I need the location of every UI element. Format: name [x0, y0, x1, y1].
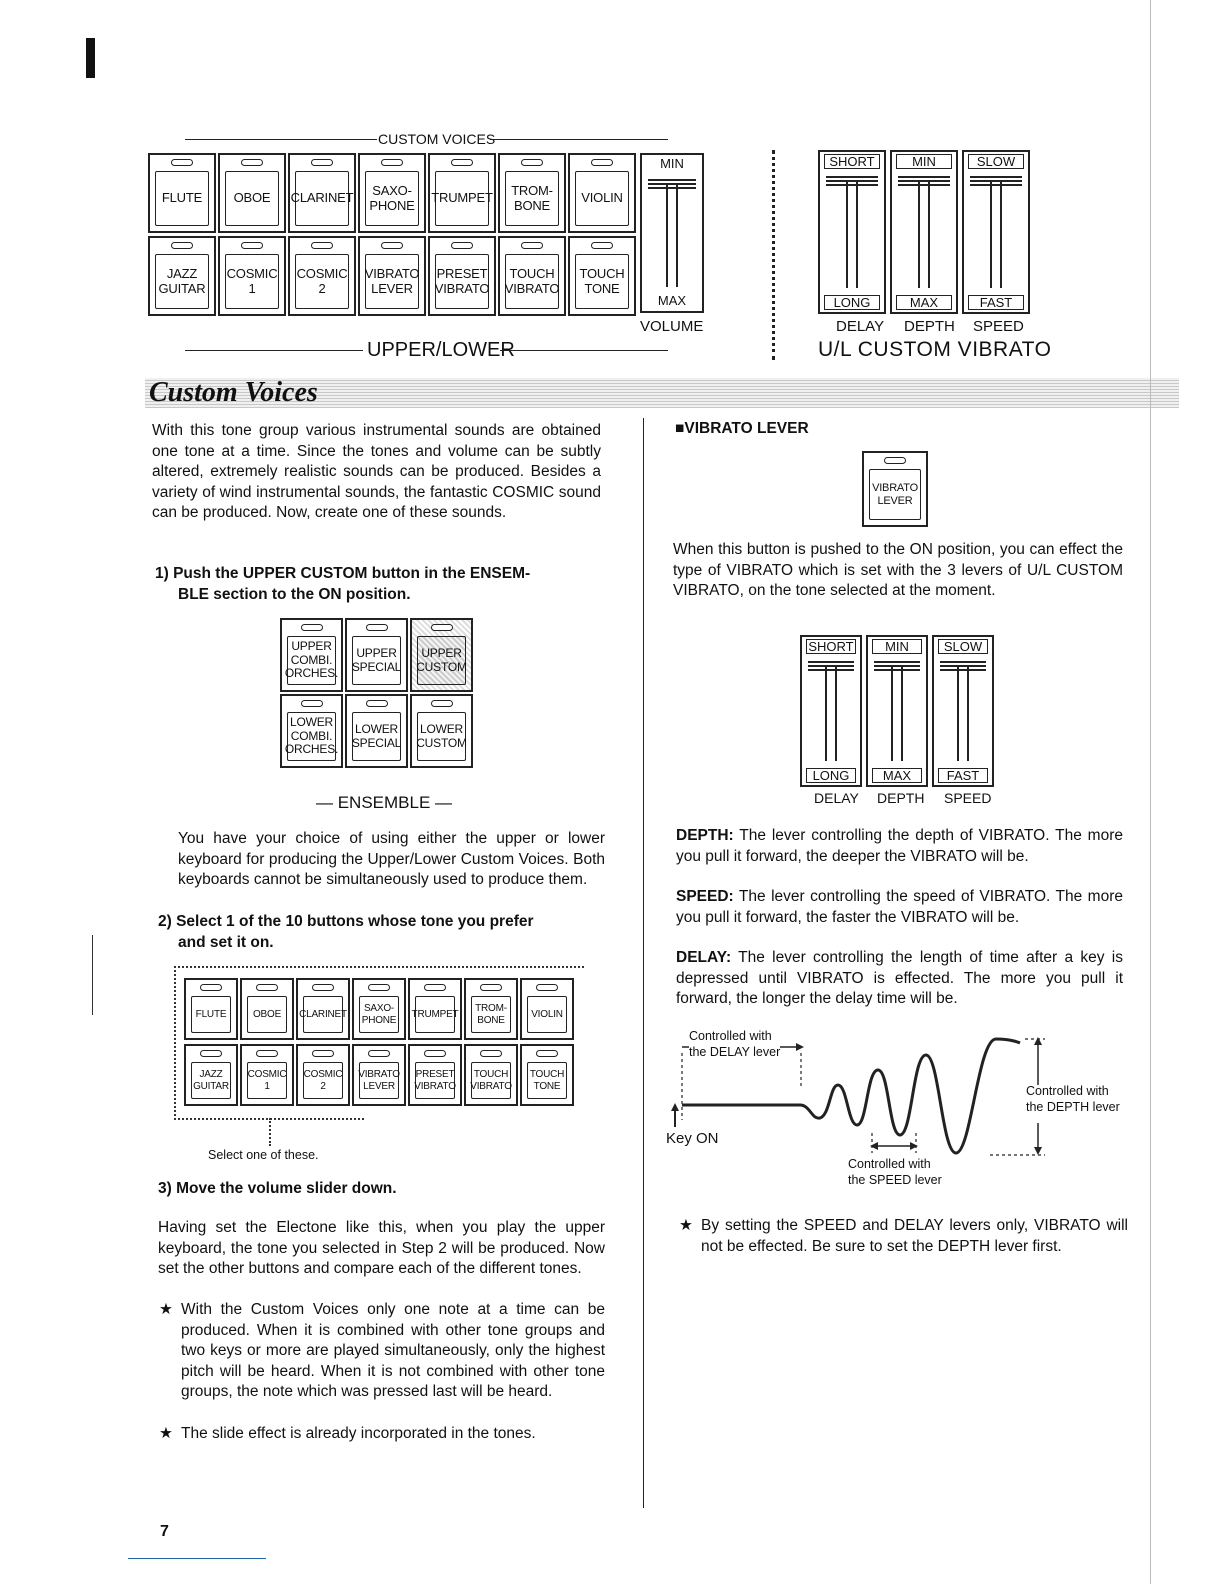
vibrato-levers [800, 635, 994, 787]
button-label: JAZZ GUITAR [191, 1062, 231, 1099]
indicator-lamp [521, 159, 543, 166]
upper-custom-button[interactable] [410, 618, 473, 692]
lever-min-max[interactable] [866, 635, 928, 787]
custom-vibrato-title: U/L CUSTOM VIBRATO [818, 338, 1052, 361]
delay-description [676, 948, 1123, 1010]
step3-heading: 3) Move the volume slider down. [158, 1180, 397, 1197]
lever-bottom-label: MAX [896, 295, 952, 310]
button-label: UPPER COMBI. ORCHES. [287, 636, 336, 685]
lever-top-label: SHORT [806, 639, 856, 654]
indicator-lamp [241, 242, 263, 249]
button-label: TROM- BONE [471, 996, 511, 1033]
oboe-button[interactable] [240, 978, 294, 1040]
jazz-guitar-button[interactable] [184, 1044, 238, 1106]
lever-bottom-label: FAST [938, 768, 988, 783]
indicator-lamp [200, 1050, 222, 1057]
delay-text: The lever controlling the length of time after a key is depressed until VIBRATO is effected. The more you pull it forward, the longer the delay time will be. [676, 949, 1123, 1008]
paragraph-compare: Having set the Electone like this, when you play the upper keyboard, the tone you selected in Step 2 will be produced. Now set the other buttons and compare each of the different tones. [158, 1219, 605, 1278]
button-label: LOWER SPECIAL [352, 712, 401, 761]
tone-select-buttons [184, 978, 574, 1106]
volume-max-label: MAX [646, 294, 698, 309]
preset-vibrato-button[interactable] [428, 236, 496, 316]
note-text: With the Custom Voices only one note at a time can be produced. When it is combined with other tone groups and two keys or more are played simultaneously, only the highest pitch will be heard. When it is not combined with other tone groups, the note which was pressed last will be heard. [181, 1301, 605, 1401]
rule [185, 350, 363, 351]
violin-button[interactable] [568, 153, 636, 233]
step2-heading-cont: and set it on. [178, 934, 274, 951]
section-title: Custom Voices [149, 377, 318, 408]
indicator-lamp [451, 159, 473, 166]
volume-label: VOLUME [640, 318, 704, 335]
indicator-lamp [311, 159, 333, 166]
button-label: VIBRATO LEVER [365, 254, 419, 309]
vibrato-lever-button[interactable] [862, 451, 928, 527]
indicator-lamp [591, 242, 613, 249]
indicator-lamp [311, 242, 333, 249]
delay-label: DELAY [836, 318, 885, 335]
button-label: FLUTE [191, 996, 231, 1033]
trom-bone-button[interactable] [498, 153, 566, 233]
indicator-lamp [884, 457, 906, 464]
button-label: TOUCH TONE [575, 254, 629, 309]
button-label: SAXO- PHONE [359, 996, 399, 1033]
speed-label: SPEED [944, 790, 992, 806]
lever-track [825, 667, 837, 761]
saxo-phone-button[interactable] [352, 978, 406, 1040]
button-label: COSMIC 2 [295, 254, 349, 309]
star-icon: ★ [159, 1425, 173, 1442]
lever-knob[interactable] [898, 172, 950, 194]
indicator-lamp [200, 984, 222, 991]
trom-bone-button[interactable] [464, 978, 518, 1040]
lever-bottom-label: MAX [872, 768, 922, 783]
lever-bottom-label: LONG [824, 295, 880, 310]
depth-caption-2: the DEPTH lever [1026, 1100, 1120, 1114]
preset-vibrato-button[interactable] [408, 1044, 462, 1106]
indicator-lamp [171, 159, 193, 166]
lever-slow-fast[interactable] [962, 150, 1030, 314]
selection-pointer [269, 1118, 271, 1146]
rule [185, 139, 377, 140]
lever-track [891, 667, 903, 761]
button-label: UPPER SPECIAL [352, 636, 401, 685]
vibrato-lever-heading: ■VIBRATO LEVER [675, 420, 809, 437]
cosmic-2-button[interactable] [296, 1044, 350, 1106]
volume-slider[interactable] [640, 153, 704, 313]
note-text: The slide effect is already incorporated in the tones. [181, 1425, 536, 1442]
lever-slow-fast[interactable] [932, 635, 994, 787]
indicator-lamp [536, 984, 558, 991]
jazz-guitar-button[interactable] [148, 236, 216, 316]
button-label: UPPER CUSTOM [417, 636, 466, 685]
speed-caption-1: Controlled with [848, 1157, 931, 1171]
indicator-lamp [521, 242, 543, 249]
indicator-lamp [256, 1050, 278, 1057]
lever-bottom-label: LONG [806, 768, 856, 783]
indicator-lamp [312, 984, 334, 991]
touch-tone-button[interactable] [520, 1044, 574, 1106]
indicator-lamp [368, 984, 390, 991]
button-label: COSMIC 2 [303, 1062, 343, 1099]
intro-paragraph: With this tone group various instrumental sounds are obtained one tone at a time. Since the tones and volume can be subtly altered, extremely realistic sounds can be produced. Besides a variety of wind instrumental sounds, the fantastic COSMIC sound can be produced. Now, create one of these sounds. [152, 422, 601, 522]
button-label: COSMIC 1 [247, 1062, 287, 1099]
flute-button[interactable] [184, 978, 238, 1040]
indicator-lamp [366, 624, 388, 631]
indicator-lamp [424, 984, 446, 991]
scan-mark [92, 935, 93, 1015]
lever-short-long[interactable] [800, 635, 862, 787]
saxo-phone-button[interactable] [358, 153, 426, 233]
oboe-button[interactable] [218, 153, 286, 233]
scan-mark [86, 38, 95, 78]
lever-track [846, 182, 858, 288]
button-label: VIOLIN [527, 996, 567, 1033]
indicator-lamp [301, 624, 323, 631]
note-one-note [159, 1300, 605, 1403]
select-caption: Select one of these. [208, 1148, 319, 1162]
rule [490, 139, 668, 140]
indicator-lamp [301, 700, 323, 707]
indicator-lamp [366, 700, 388, 707]
lever-knob[interactable] [970, 172, 1022, 194]
cosmic-2-button[interactable] [288, 236, 356, 316]
column-divider [643, 418, 644, 1508]
indicator-lamp [381, 242, 403, 249]
indicator-lamp [171, 242, 193, 249]
lever-top-label: SLOW [968, 154, 1024, 169]
page-number: 7 [160, 1523, 169, 1540]
delay-caption-2: the DELAY lever [689, 1045, 781, 1059]
button-label: SAXO- PHONE [365, 171, 419, 226]
upper-special-button[interactable] [345, 618, 408, 692]
vibrato-lever-button[interactable] [358, 236, 426, 316]
clarinet-button[interactable] [288, 153, 356, 233]
button-label: JAZZ GUITAR [155, 254, 209, 309]
speed-label: SPEED [973, 318, 1024, 335]
button-label: VIBRATO LEVER [359, 1062, 399, 1099]
scan-mark [128, 1558, 266, 1559]
touch-vibrato-button[interactable] [464, 1044, 518, 1106]
indicator-lamp [256, 984, 278, 991]
indicator-lamp [381, 159, 403, 166]
lever-knob[interactable] [874, 657, 920, 679]
custom-voices-buttons [148, 153, 640, 316]
vibrato-diagram [660, 1025, 1140, 1195]
trumpet-button[interactable] [428, 153, 496, 233]
depth-caption-1: Controlled with [1026, 1084, 1109, 1098]
violin-button[interactable] [520, 978, 574, 1040]
upper-combi-orches-button[interactable] [280, 618, 343, 692]
lever-knob[interactable] [826, 172, 878, 194]
delay-term: DELAY: [676, 949, 732, 966]
lever-track [957, 667, 969, 761]
lever-top-label: SLOW [938, 639, 988, 654]
indicator-lamp [241, 159, 263, 166]
lever-knob[interactable] [808, 657, 854, 679]
page-edge [1150, 0, 1151, 1584]
indicator-lamp [591, 159, 613, 166]
lower-custom-button[interactable] [410, 694, 473, 768]
delay-label: DELAY [814, 790, 859, 806]
button-label: FLUTE [155, 171, 209, 226]
indicator-lamp [451, 242, 473, 249]
indicator-lamp [431, 700, 453, 707]
lever-knob[interactable] [940, 657, 986, 679]
note-text: By setting the SPEED and DELAY levers only, VIBRATO will not be effected. Be sure to set the DEPTH lever first. [701, 1217, 1128, 1255]
speed-term: SPEED: [676, 888, 734, 905]
indicator-lamp [431, 624, 453, 631]
button-label: CLARINET [295, 171, 349, 226]
clarinet-button[interactable] [296, 978, 350, 1040]
step1-heading-cont: BLE section to the ON position. [178, 586, 411, 603]
indicator-lamp [480, 1050, 502, 1057]
depth-label: DEPTH [904, 318, 955, 335]
button-label: PRESET VIBRATO [415, 1062, 455, 1099]
cosmic-1-button[interactable] [240, 1044, 294, 1106]
depth-term: DEPTH: [676, 827, 734, 844]
button-label: CLARINET [303, 996, 343, 1033]
button-label: VIOLIN [575, 171, 629, 226]
lever-min-max[interactable] [890, 150, 958, 314]
lever-track [918, 182, 930, 288]
lever-top-label: SHORT [824, 154, 880, 169]
indicator-lamp [312, 1050, 334, 1057]
button-label: PRESET VIBRATO [435, 254, 489, 309]
star-icon: ★ [679, 1217, 693, 1234]
key-on-label: Key ON [666, 1130, 719, 1147]
depth-label: DEPTH [877, 790, 925, 806]
depth-description [676, 826, 1123, 867]
step2-heading: 2) Select 1 of the 10 buttons whose tone you prefer [158, 913, 534, 930]
touch-tone-button[interactable] [568, 236, 636, 316]
button-label: LOWER COMBI. ORCHES. [287, 712, 336, 761]
button-label: VIBRATO LEVER [869, 469, 921, 520]
indicator-lamp [368, 1050, 390, 1057]
upper-lower-label: UPPER/LOWER [367, 339, 515, 361]
rule [500, 350, 668, 351]
speed-description [676, 887, 1123, 928]
trumpet-button[interactable] [408, 978, 462, 1040]
button-label: COSMIC 1 [225, 254, 279, 309]
note-slide [159, 1424, 605, 1445]
delay-caption-1: Controlled with [689, 1029, 772, 1043]
speed-text: The lever controlling the speed of VIBRATO. The more you pull it forward, the faster the VIBRATO will be. [676, 888, 1123, 926]
ensemble-buttons [280, 618, 473, 768]
custom-voices-label: CUSTOM VOICES [378, 131, 496, 147]
ensemble-label: — ENSEMBLE — [316, 793, 453, 812]
star-icon: ★ [159, 1301, 173, 1318]
indicator-lamp [424, 1050, 446, 1057]
flute-button[interactable] [148, 153, 216, 233]
step1-heading: 1) Push the UPPER CUSTOM button in the ENSEM- [155, 565, 531, 582]
lever-bottom-label: FAST [968, 295, 1024, 310]
lower-combi-orches-button[interactable] [280, 694, 343, 768]
button-label: TRUMPET [435, 171, 489, 226]
lever-top-label: MIN [872, 639, 922, 654]
button-label: TRUMPET [415, 996, 455, 1033]
volume-min-label: MIN [646, 157, 698, 172]
paragraph-keyboards: You have your choice of using either the upper or lower keyboard for producing the Upper/Lower Custom Voices. Both keyboards cannot be simultaneously used to produce them. [178, 830, 605, 889]
vibrato-lever-paragraph: When this button is pushed to the ON position, you can effect the type of VIBRATO which is set with the 3 levers of U/L CUSTOM VIBRATO, on the tone selected at the moment. [673, 541, 1123, 600]
button-label: TROM- BONE [505, 171, 559, 226]
button-label: LOWER CUSTOM [417, 712, 466, 761]
indicator-lamp [480, 984, 502, 991]
indicator-lamp [536, 1050, 558, 1057]
button-label: TOUCH TONE [527, 1062, 567, 1099]
touch-vibrato-button[interactable] [498, 236, 566, 316]
lower-special-button[interactable] [345, 694, 408, 768]
speed-caption-2: the SPEED lever [848, 1173, 942, 1187]
button-label: OBOE [225, 171, 279, 226]
note-depth-first [679, 1216, 1128, 1257]
vibrato-lever-button[interactable] [352, 1044, 406, 1106]
lever-top-label: MIN [896, 154, 952, 169]
button-label: TOUCH VIBRATO [505, 254, 559, 309]
depth-text: The lever controlling the depth of VIBRATO. The more you pull it forward, the deeper the VIBRATO will be. [676, 827, 1123, 865]
button-label: OBOE [247, 996, 287, 1033]
slider-knob[interactable] [648, 175, 696, 197]
lever-track [990, 182, 1002, 288]
button-label: TOUCH VIBRATO [471, 1062, 511, 1099]
lever-short-long[interactable] [818, 150, 886, 314]
section-title-bar [145, 378, 1179, 408]
dotted-divider [772, 150, 775, 360]
custom-vibrato-levers [818, 150, 1030, 315]
cosmic-1-button[interactable] [218, 236, 286, 316]
